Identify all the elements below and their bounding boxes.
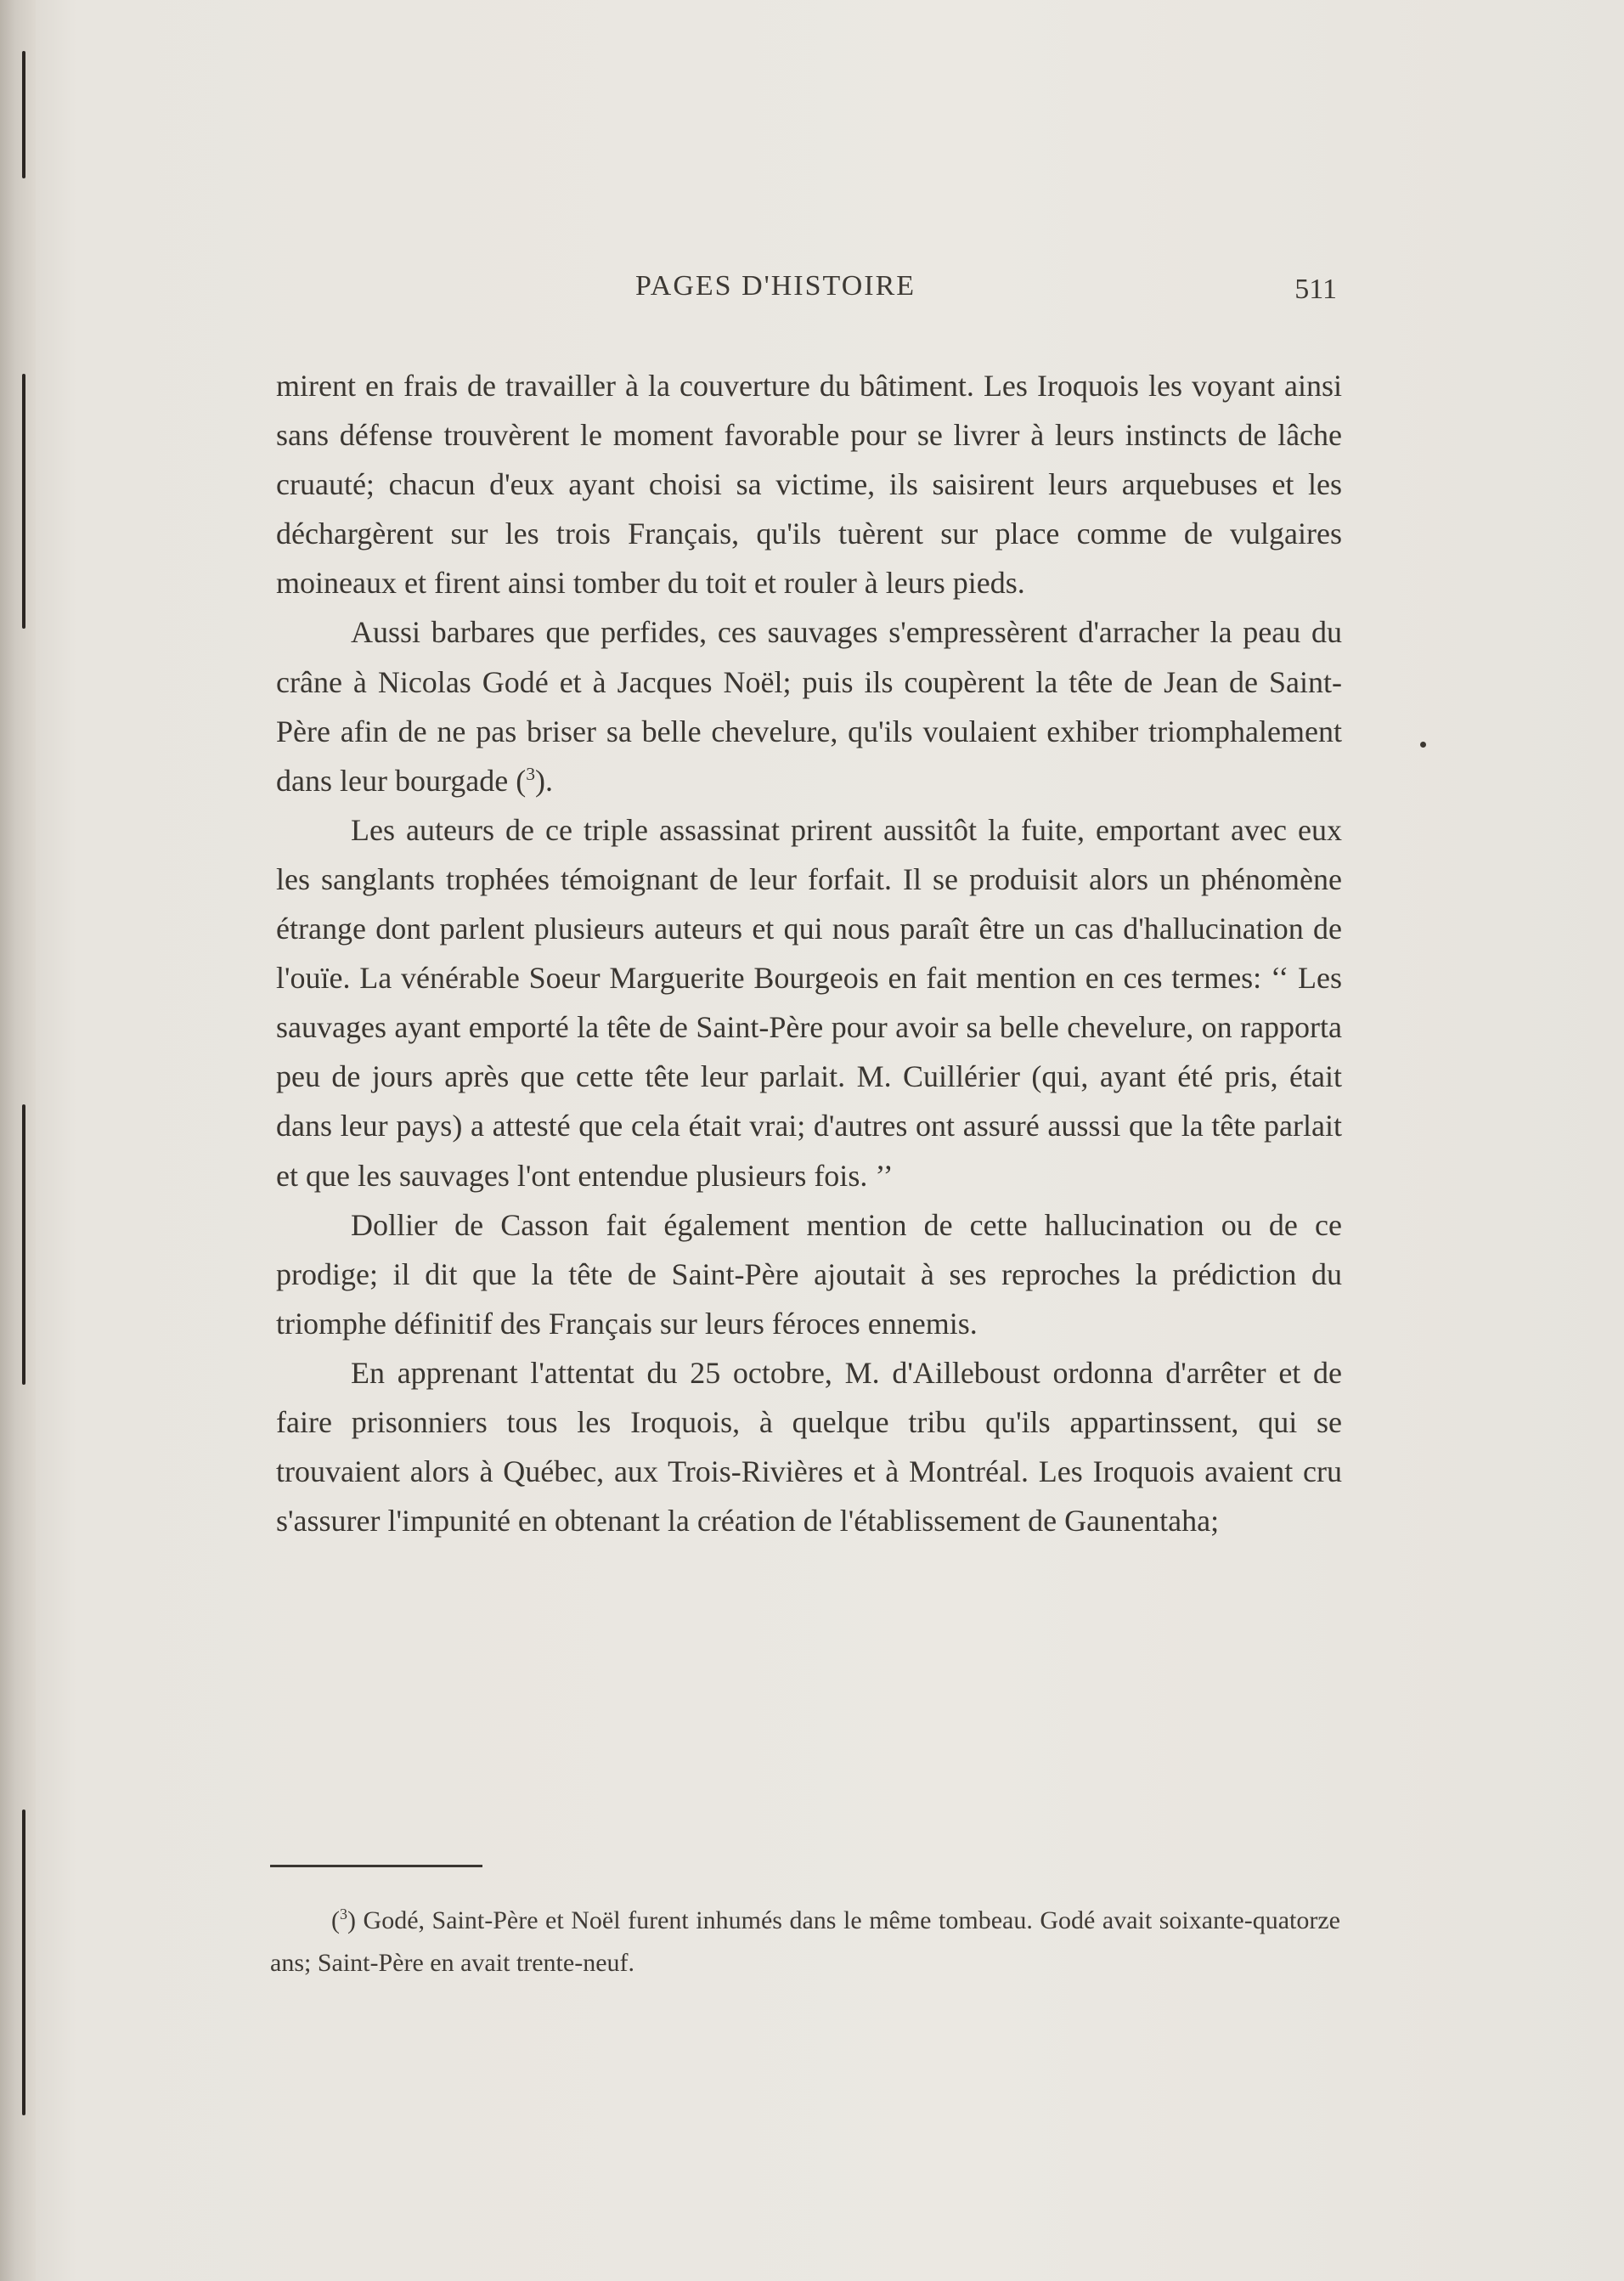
text-segment: (: [331, 1906, 340, 1934]
text-segment: Aussi barbares que perfides, ces sauvages s'empressèrent d'arracher la peau du crâne à Nicolas Godé et à Jacques Noël; puis ils coupèrent la tête de Jean de Saint-Père afin de ne pas briser sa belle chevelure, qu'ils voulaient exhiber triomphalement dans leur bourgade (: [276, 615, 1342, 798]
ink-speck: [1420, 742, 1426, 748]
paragraph: [276, 607, 1342, 805]
paragraph: [276, 1200, 1342, 1348]
paragraph: [276, 1348, 1342, 1545]
running-title: PAGES D'HISTOIRE: [635, 270, 916, 302]
binding-thread: [22, 1810, 25, 2115]
footnote-reference: 3: [340, 1906, 347, 1922]
text-segment: ) Godé, Saint-Père et Noël furent inhumés dans le même tombeau. Godé avait soixante-quatorze ans; Saint-Père en avait trente-neuf.: [270, 1906, 1340, 1977]
footnote-separator: [270, 1865, 482, 1867]
footnote-text: [270, 1900, 1340, 1985]
text-segment: En apprenant l'attentat du 25 octobre, M. d'Ailleboust ordonna d'arrêter et de faire prisonniers tous les Iroquois, à quelque tribu qu'ils appartinssent, qui se trouvaient alors à Québec, aux Trois-Rivières et à Montréal. Les Iroquois avaient cru s'assurer l'impunité en obtenant la création de l'établissement de Gaunentaha;: [276, 1355, 1342, 1539]
binding-thread: [22, 51, 25, 178]
text-segment: ).: [535, 763, 554, 798]
page-number: 511: [1294, 274, 1337, 305]
binding-thread: [22, 374, 25, 629]
paragraph: [276, 805, 1342, 1200]
page-binding-edge: [0, 0, 36, 2281]
text-segment: Les auteurs de ce triple assassinat prirent aussitôt la fuite, emportant avec eux les sanglants trophées témoignant de leur forfait. Il se produisit alors un phénomène étrange dont parlent plusieurs auteurs et qui nous paraît être un cas d'hallucination de l'ouïe. La vénérable Soeur Marguerite Bourgeois en fait mention en ces termes: ‘‘ Les sauvages ayant emporté la tête de Saint-Père pour avoir sa belle chevelure, on rapporta peu de jours après que cette tête leur parlait. M. Cuillérier (qui, ayant été pris, était dans leur pays) a attesté que cela était vrai; d'autres ont assuré ausssi que la tête parlait et que les sauvages l'ont entendue plusieurs fois. ’’: [276, 812, 1342, 1193]
footnote: [270, 1900, 1340, 1985]
text-segment: mirent en frais de travailler à la couverture du bâtiment. Les Iroquois les voyant ainsi sans défense trouvèrent le moment favorable pour se livrer à leurs instincts de lâche cruauté; chacun d'eux ayant choisi sa victime, ils saisirent leurs arquebuses et les déchargèrent sur les trois Français, qu'ils tuèrent sur place comme de vulgaires moineaux et firent ainsi tomber du toit et rouler à leurs pieds.: [276, 369, 1342, 601]
binding-thread: [22, 1104, 25, 1385]
footnote-reference: 3: [526, 763, 536, 784]
body-text: [276, 361, 1342, 1545]
text-segment: Dollier de Casson fait également mention de cette hallucination ou de ce prodige; il dit que la tête de Saint-Père ajoutait à ses reproches la prédiction du triomphe définitif des Français sur leurs féroces ennemis.: [276, 1207, 1342, 1341]
running-header: [263, 270, 1351, 309]
paragraph: [276, 361, 1342, 607]
